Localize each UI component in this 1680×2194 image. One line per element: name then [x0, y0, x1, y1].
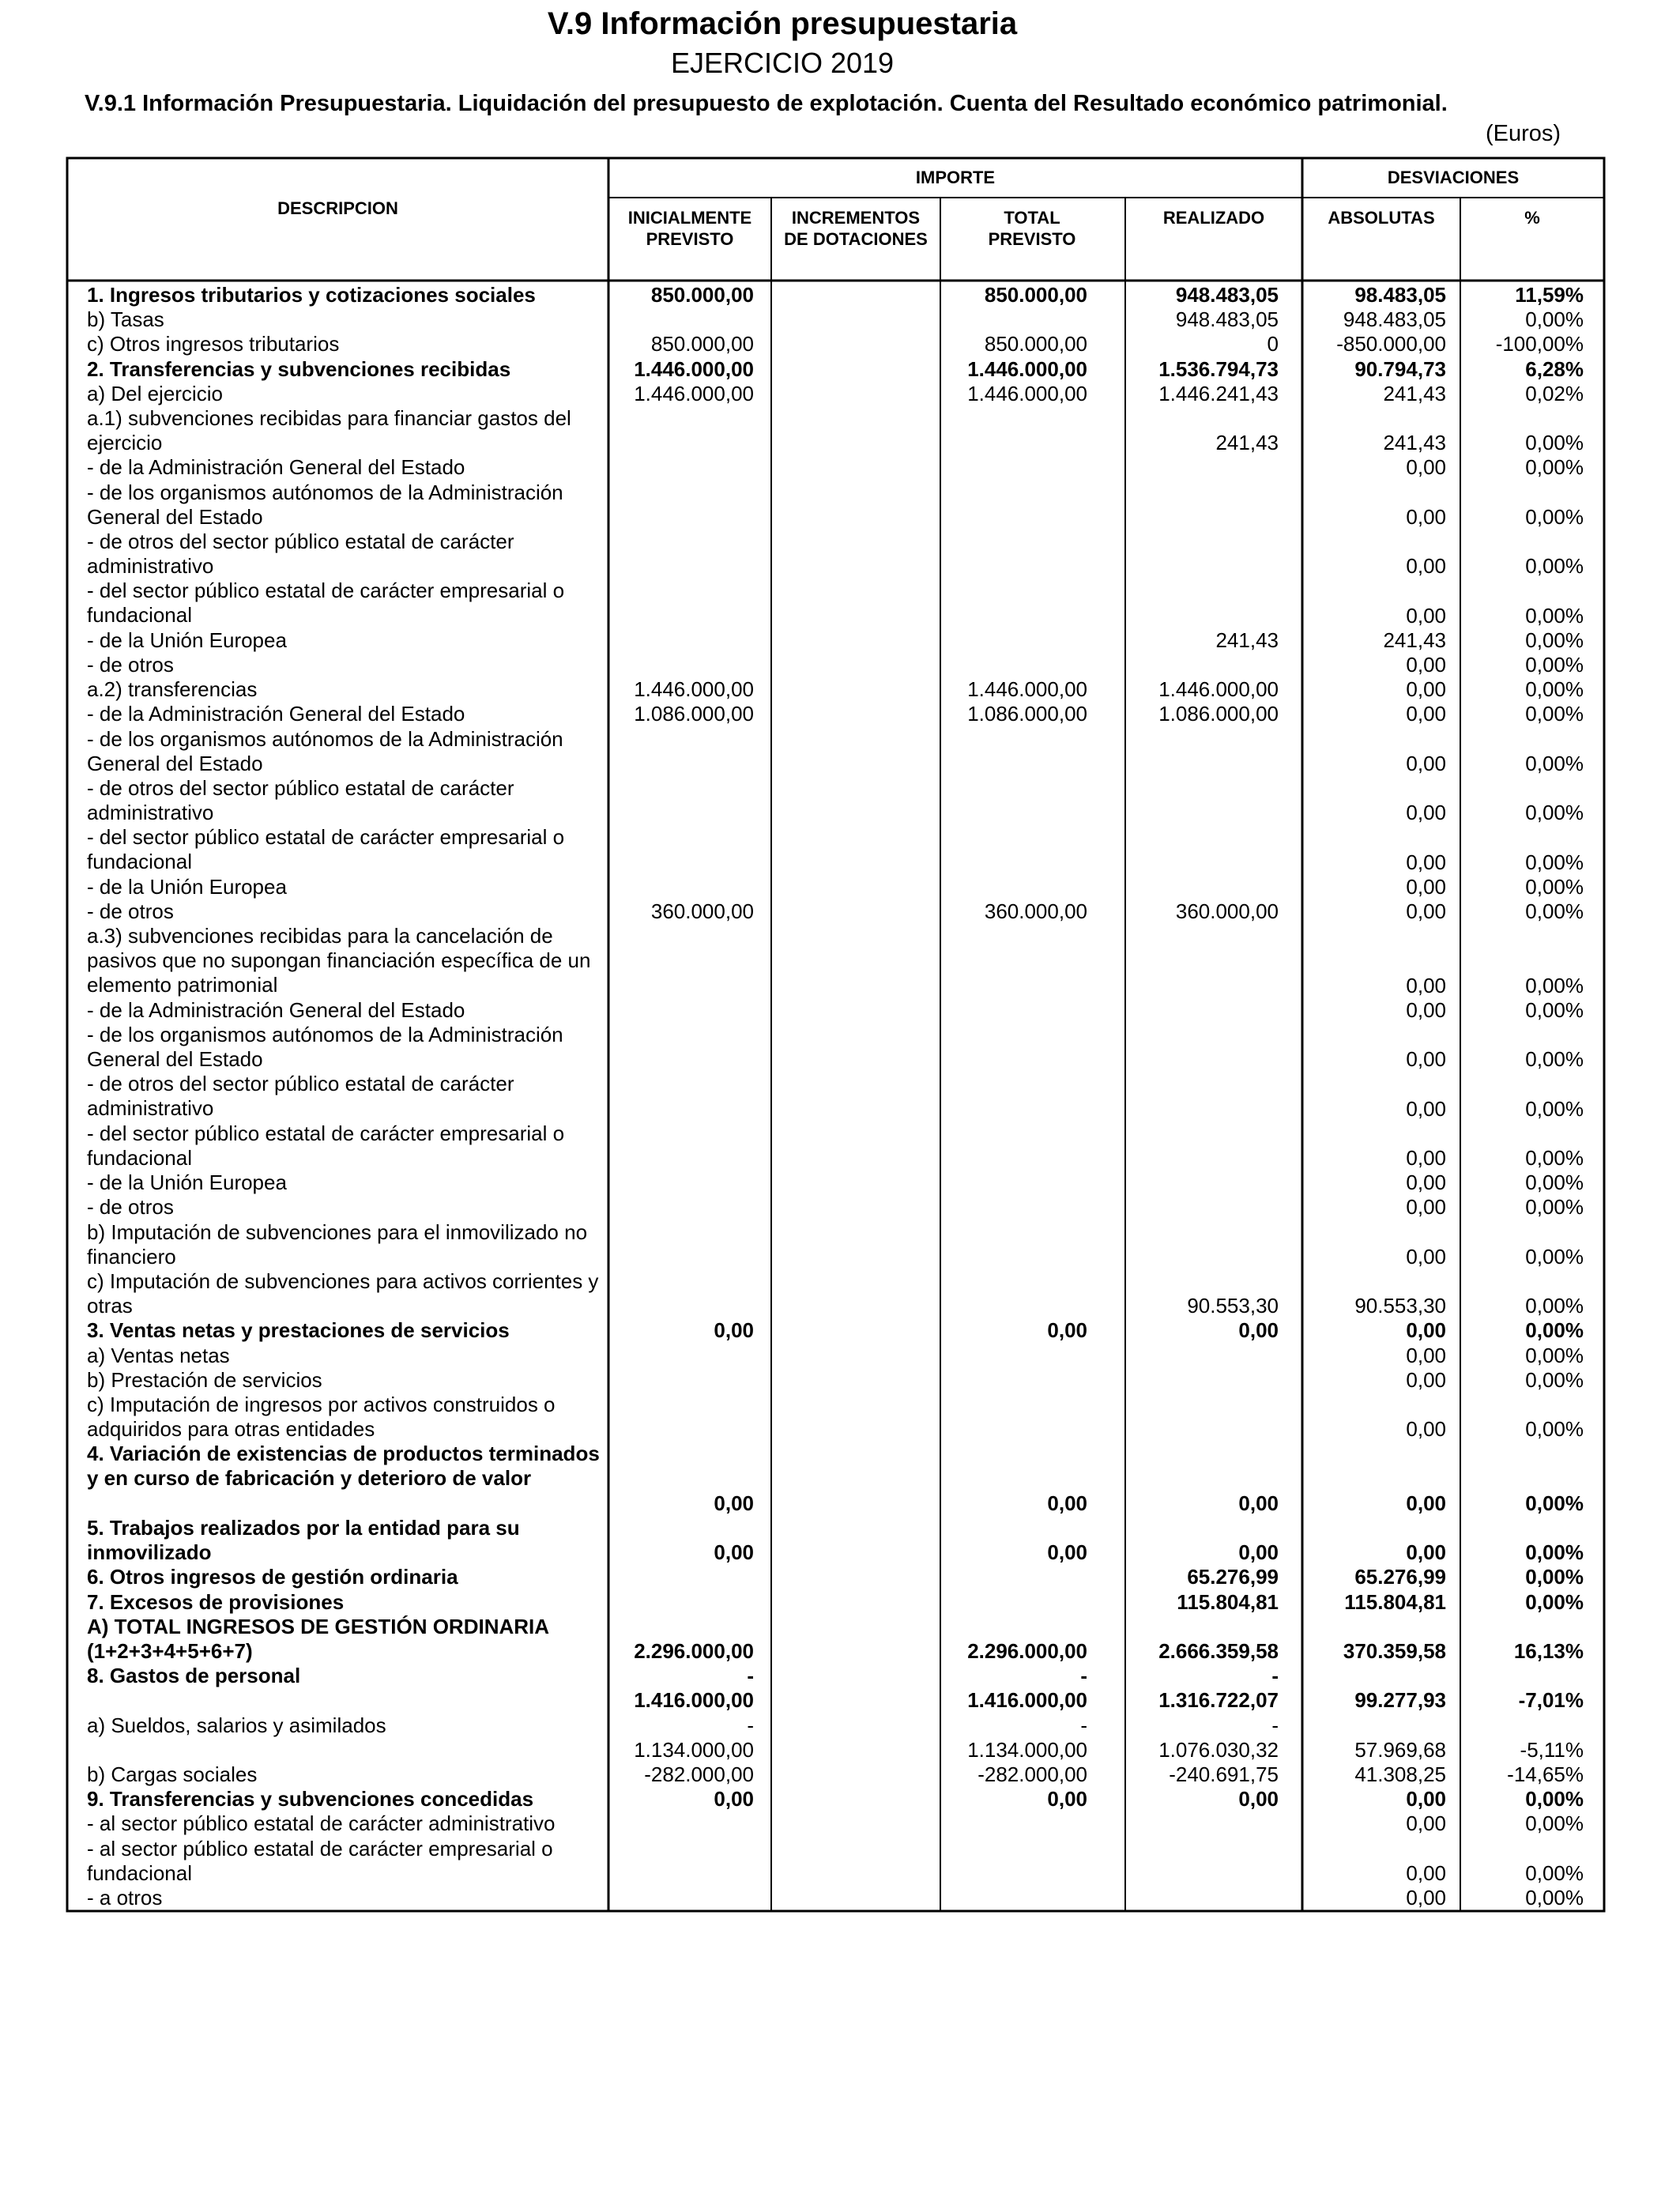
total-previsto-cell: - 1.134.000,00	[967, 1713, 1087, 1762]
desviacion-absoluta-cell: 0,00	[1406, 702, 1446, 726]
section-title: V.9.1 Información Presupuestaria. Liquidación del presupuesto de explotación. Cuenta del Resultado económico patrimonial.	[85, 91, 1448, 116]
desviacion-absoluta-cell: 90.553,30	[1354, 1294, 1446, 1318]
inicialmente-previsto-cell: 0,00	[714, 1540, 754, 1565]
units-label: (Euros)	[1486, 121, 1561, 146]
desviacion-absoluta-cell: 115.804,81	[1344, 1589, 1446, 1614]
desviacion-porcentaje-cell: 0,00%	[1525, 603, 1584, 628]
inicialmente-previsto-cell: 1.446.000,00	[634, 381, 754, 405]
total-previsto-cell: 0,00	[1047, 1491, 1087, 1515]
descripcion-cell: A) TOTAL INGRESOS DE GESTIÓN ORDINARIA (1+2+3+4+5+6+7)	[87, 1614, 549, 1663]
descripcion-cell: 2. Transferencias y subvenciones recibidas	[87, 356, 511, 381]
total-previsto-cell: 850.000,00	[984, 283, 1087, 307]
table-row	[0, 357, 1680, 382]
desviacion-porcentaje-cell: 0,00%	[1525, 455, 1584, 480]
desviacion-porcentaje-cell: 0,00%	[1525, 1343, 1584, 1367]
inicialmente-previsto-cell: 1.446.000,00	[634, 356, 754, 381]
descripcion-cell: - del sector público estatal de carácter empresarial o fundacional	[87, 1121, 565, 1170]
realizado-cell: 0,00	[1238, 1491, 1279, 1515]
table-row	[0, 825, 1680, 874]
descripcion-cell: a.3) subvenciones recibidas para la cancelación de pasivos que no supongan financiación específica de un elemento patrimonial	[87, 924, 591, 997]
desviacion-porcentaje-cell: 0,00%	[1525, 1860, 1584, 1885]
descripcion-cell: 9. Transferencias y subvenciones concedidas	[87, 1787, 534, 1811]
desviacion-absoluta-cell: 90.794,73	[1354, 356, 1446, 381]
desviacion-porcentaje-cell: 0,00%	[1525, 1318, 1584, 1343]
table-row	[0, 307, 1680, 332]
table-row	[0, 481, 1680, 530]
desviacion-porcentaje-cell: -7,01%	[1518, 1688, 1584, 1713]
descripcion-cell: 8. Gastos de personal	[87, 1664, 301, 1688]
table-row	[0, 1837, 1680, 1886]
desviacion-porcentaje-cell: 0,00%	[1525, 1811, 1584, 1836]
descripcion-cell: - de la Unión Europea	[87, 628, 287, 652]
desviacion-porcentaje-cell: 0,00%	[1525, 850, 1584, 874]
realizado-cell: 2.666.359,58	[1158, 1638, 1279, 1663]
descripcion-cell: - de otros	[87, 653, 174, 677]
total-previsto-cell: 1.446.000,00	[967, 381, 1087, 405]
desviacion-absoluta-cell: 0,00	[1406, 1886, 1446, 1909]
desviacion-porcentaje-cell: 16,13%	[1513, 1638, 1584, 1663]
realizado-cell: 0,00	[1238, 1540, 1279, 1565]
table-row	[0, 899, 1680, 924]
descripcion-cell: 6. Otros ingresos de gestión ordinaria	[87, 1565, 458, 1589]
desviacion-absoluta-cell: 0,00	[1406, 603, 1446, 628]
table-row	[0, 924, 1680, 998]
table-row	[0, 1318, 1680, 1343]
desviacion-porcentaje-cell: 0,00%	[1525, 1047, 1584, 1072]
descripcion-cell: - de la Administración General del Estado	[87, 455, 465, 480]
table-row	[0, 1171, 1680, 1195]
descripcion-cell: - de otros	[87, 1195, 174, 1220]
desviacion-porcentaje-cell: 0,00%	[1525, 1886, 1584, 1909]
total-previsto-cell: 0,00	[1047, 1787, 1087, 1811]
total-previsto-cell: 850.000,00	[984, 332, 1087, 356]
realizado-cell: 0	[1267, 332, 1279, 356]
desviacion-absoluta-cell: 0,00	[1406, 1811, 1446, 1836]
table-row	[0, 1195, 1680, 1220]
realizado-cell: - 1.076.030,32	[1158, 1713, 1279, 1762]
realizado-cell: 948.483,05	[1175, 307, 1279, 332]
desviacion-porcentaje-cell: 0,00%	[1525, 1195, 1584, 1220]
table-row	[0, 1023, 1680, 1072]
header-porcentaje: %	[1524, 208, 1540, 228]
table-row	[0, 382, 1680, 406]
desviacion-absoluta-cell: 98.483,05	[1354, 283, 1446, 307]
total-previsto-cell: -282.000,00	[977, 1762, 1087, 1786]
desviacion-absoluta-cell: 0,00	[1406, 1047, 1446, 1072]
inicialmente-previsto-cell: 0,00	[714, 1318, 754, 1343]
table-row	[0, 455, 1680, 480]
realizado-cell: 360.000,00	[1175, 899, 1279, 923]
table-row	[0, 677, 1680, 702]
header-importe: IMPORTE	[915, 168, 996, 187]
descripcion-cell: - de otros del sector público estatal de carácter administrativo	[87, 1072, 514, 1121]
table-row	[0, 1220, 1680, 1269]
total-previsto-cell: 1.086.000,00	[967, 702, 1087, 726]
desviacion-porcentaje-cell: 0,00%	[1525, 1367, 1584, 1392]
table-row	[0, 1442, 1680, 1516]
table-row	[0, 1122, 1680, 1171]
inicialmente-previsto-cell: 850.000,00	[650, 332, 754, 356]
header-inicialmente-previsto: INICIALMENTE PREVISTO	[627, 208, 752, 249]
table-row	[0, 1344, 1680, 1368]
desviacion-porcentaje-cell: 0,00%	[1525, 431, 1584, 455]
desviacion-absoluta-cell: 0,00	[1406, 874, 1446, 899]
desviacion-porcentaje-cell: 0,00%	[1525, 1565, 1584, 1589]
descripcion-cell: - de los organismos autónomos de la Administración General del Estado	[87, 480, 563, 529]
table-row	[0, 1713, 1680, 1762]
descripcion-cell: - a otros	[87, 1886, 163, 1909]
descripcion-cell: a.2) transferencias	[87, 677, 258, 702]
table-row	[0, 727, 1680, 776]
realizado-cell: - 1.316.722,07	[1158, 1664, 1279, 1713]
realizado-cell: 241,43	[1215, 628, 1279, 652]
desviacion-porcentaje-cell: 0,00%	[1525, 801, 1584, 825]
table-row	[0, 702, 1680, 726]
desviacion-absoluta-cell: 0,00	[1406, 1787, 1446, 1811]
table-row	[0, 1811, 1680, 1836]
realizado-cell: 65.276,99	[1187, 1565, 1279, 1589]
descripcion-cell: - de los organismos autónomos de la Administración General del Estado	[87, 1023, 563, 1071]
total-previsto-cell: 0,00	[1047, 1540, 1087, 1565]
descripcion-cell: 1. Ingresos tributarios y cotizaciones sociales	[87, 283, 536, 307]
desviacion-absoluta-cell: 241,43	[1383, 628, 1446, 652]
total-previsto-cell: 2.296.000,00	[967, 1638, 1087, 1663]
table-row	[0, 1664, 1680, 1713]
desviacion-porcentaje-cell: 0,00%	[1525, 653, 1584, 677]
table-row	[0, 875, 1680, 899]
desviacion-porcentaje-cell: 0,00%	[1525, 677, 1584, 702]
descripcion-cell: - de la Unión Europea	[87, 1171, 287, 1195]
table-row	[0, 1565, 1680, 1589]
descripcion-cell: 4. Variación de existencias de productos terminados y en curso de fabricación y deterioro de valor	[87, 1442, 600, 1491]
desviacion-absoluta-cell: 0,00	[1406, 801, 1446, 825]
desviacion-absoluta-cell: 0,00	[1406, 1860, 1446, 1885]
descripcion-cell: 3. Ventas netas y prestaciones de servicios	[87, 1318, 510, 1343]
table-row	[0, 283, 1680, 307]
realizado-cell: 1.086.000,00	[1158, 702, 1279, 726]
inicialmente-previsto-cell: 850.000,00	[650, 283, 754, 307]
desviacion-absoluta-cell: 0,00	[1406, 1096, 1446, 1121]
page-title: V.9 Información presupuestaria	[547, 6, 1018, 41]
desviacion-porcentaje-cell: 0,00%	[1525, 1491, 1584, 1515]
realizado-cell: 0,00	[1238, 1787, 1279, 1811]
descripcion-cell: - de otros del sector público estatal de carácter administrativo	[87, 776, 514, 824]
descripcion-cell: - de otros	[87, 899, 174, 923]
desviacion-absoluta-cell: 0,00	[1406, 677, 1446, 702]
total-previsto-cell: 1.446.000,00	[967, 677, 1087, 702]
inicialmente-previsto-cell: 0,00	[714, 1787, 754, 1811]
descripcion-cell: a) Ventas netas	[87, 1343, 230, 1367]
desviacion-absoluta-cell: 0,00	[1406, 1491, 1446, 1515]
table-row	[0, 1886, 1680, 1910]
inicialmente-previsto-cell: - 1.134.000,00	[634, 1713, 754, 1762]
desviacion-porcentaje-cell: -5,11%	[1520, 1737, 1584, 1762]
desviacion-absoluta-cell: 0,00	[1406, 554, 1446, 579]
desviacion-porcentaje-cell: 0,00%	[1525, 628, 1584, 652]
realizado-cell: 115.804,81	[1177, 1589, 1279, 1614]
desviacion-porcentaje-cell: 0,00%	[1525, 1145, 1584, 1170]
desviacion-porcentaje-cell: -14,65%	[1507, 1762, 1584, 1786]
realizado-cell: 948.483,05	[1175, 283, 1279, 307]
desviacion-absoluta-cell: 65.276,99	[1354, 1565, 1446, 1589]
desviacion-porcentaje-cell: 0,00%	[1525, 751, 1584, 775]
desviacion-porcentaje-cell: 0,00%	[1525, 899, 1584, 923]
desviacion-absoluta-cell: 0,00	[1406, 1171, 1446, 1195]
desviacion-porcentaje-cell: 0,00%	[1525, 997, 1584, 1022]
descripcion-cell: 7. Excesos de provisiones	[87, 1589, 345, 1614]
desviacion-absoluta-cell: 0,00	[1406, 455, 1446, 480]
inicialmente-previsto-cell: 1.446.000,00	[634, 677, 754, 702]
desviacion-absoluta-cell: 0,00	[1406, 504, 1446, 529]
realizado-cell: 0,00	[1238, 1318, 1279, 1343]
desviacion-absoluta-cell: -850.000,00	[1336, 332, 1446, 356]
table-row	[0, 776, 1680, 825]
table-row	[0, 998, 1680, 1023]
desviacion-absoluta-cell: 0,00	[1406, 1367, 1446, 1392]
desviacion-porcentaje-cell: 11,59%	[1515, 283, 1584, 307]
desviacion-absoluta-cell: 241,43	[1383, 431, 1446, 455]
desviacion-porcentaje-cell: 0,00%	[1525, 1540, 1584, 1565]
table-row	[0, 1269, 1680, 1318]
desviacion-absoluta-cell: 0,00	[1406, 1318, 1446, 1343]
desviacion-absoluta-cell: 0,00	[1406, 751, 1446, 775]
descripcion-cell: 5. Trabajos realizados por la entidad para su inmovilizado	[87, 1516, 520, 1564]
desviacion-absoluta-cell: 0,00	[1406, 1195, 1446, 1220]
descripcion-cell: - del sector público estatal de carácter empresarial o fundacional	[87, 579, 565, 628]
desviacion-porcentaje-cell: 0,00%	[1525, 1171, 1584, 1195]
table-row	[0, 332, 1680, 356]
table-row	[0, 1516, 1680, 1565]
desviacion-porcentaje-cell: 0,00%	[1525, 973, 1584, 997]
descripcion-cell: - de otros del sector público estatal de carácter administrativo	[87, 530, 514, 578]
total-previsto-cell: 360.000,00	[984, 899, 1087, 923]
descripcion-cell: b) Tasas	[87, 307, 164, 332]
descripcion-cell: - de la Unión Europea	[87, 874, 287, 899]
desviacion-absoluta-cell: 41.308,25	[1354, 1762, 1446, 1786]
header-descripcion: DESCRIPCION	[277, 198, 398, 218]
inicialmente-previsto-cell: 1.086.000,00	[634, 702, 754, 726]
desviacion-porcentaje-cell: 0,00%	[1525, 1294, 1584, 1318]
desviacion-absoluta-cell: 0,00	[1406, 899, 1446, 923]
descripcion-cell: - del sector público estatal de carácter empresarial o fundacional	[87, 825, 565, 874]
realizado-cell: -240.691,75	[1169, 1762, 1279, 1786]
desviacion-porcentaje-cell: 0,00%	[1525, 307, 1584, 332]
descripcion-cell: c) Imputación de subvenciones para activos corrientes y otras	[87, 1269, 599, 1318]
inicialmente-previsto-cell: 0,00	[714, 1491, 754, 1515]
table-row	[0, 1368, 1680, 1393]
desviacion-absoluta-cell: 0,00	[1406, 997, 1446, 1022]
descripcion-cell: b) Imputación de subvenciones para el inmovilizado no financiero	[87, 1220, 588, 1269]
desviacion-porcentaje-cell: 0,00%	[1525, 1787, 1584, 1811]
desviacion-absoluta-cell: 0,00	[1406, 1244, 1446, 1269]
descripcion-cell: a) Del ejercicio	[87, 381, 223, 405]
inicialmente-previsto-cell: 360.000,00	[650, 899, 754, 923]
desviacion-absoluta-cell: 0,00	[1406, 1145, 1446, 1170]
table-row	[0, 530, 1680, 579]
desviacion-porcentaje-cell: 6,28%	[1525, 356, 1584, 381]
desviacion-absoluta-cell: 0,00	[1406, 1343, 1446, 1367]
descripcion-cell: c) Imputación de ingresos por activos construidos o adquiridos para otras entidades	[87, 1393, 556, 1441]
header-total-previsto: TOTAL PREVISTO	[988, 208, 1076, 249]
descripcion-cell: c) Otros ingresos tributarios	[87, 332, 340, 356]
total-previsto-cell: - 1.416.000,00	[967, 1664, 1087, 1713]
realizado-cell: 1.446.000,00	[1158, 677, 1279, 702]
total-previsto-cell: 1.446.000,00	[967, 356, 1087, 381]
header-absolutas: ABSOLUTAS	[1328, 208, 1435, 228]
table-row	[0, 1615, 1680, 1664]
desviacion-porcentaje-cell: -100,00%	[1495, 332, 1584, 356]
desviacion-porcentaje-cell: 0,00%	[1525, 702, 1584, 726]
page-subtitle: EJERCICIO 2019	[670, 47, 895, 79]
realizado-cell: 1.536.794,73	[1158, 356, 1279, 381]
descripcion-cell: - al sector público estatal de carácter empresarial o fundacional	[87, 1836, 553, 1885]
desviacion-absoluta-cell: 99.277,93	[1354, 1688, 1446, 1713]
desviacion-absoluta-cell: 370.359,58	[1343, 1638, 1446, 1663]
desviacion-porcentaje-cell: 0,00%	[1525, 1244, 1584, 1269]
header-incrementos-dotaciones: INCREMENTOS DE DOTACIONES	[784, 208, 928, 249]
desviacion-porcentaje-cell: 0,00%	[1525, 1417, 1584, 1442]
desviacion-absoluta-cell: 57.969,68	[1354, 1737, 1446, 1762]
realizado-cell: 241,43	[1215, 431, 1279, 455]
desviacion-porcentaje-cell: 0,00%	[1525, 504, 1584, 529]
desviacion-porcentaje-cell: 0,00%	[1525, 554, 1584, 579]
table-row	[0, 1072, 1680, 1121]
header-realizado: REALIZADO	[1162, 208, 1265, 228]
inicialmente-previsto-cell: -282.000,00	[644, 1762, 754, 1786]
descripcion-cell: a.1) subvenciones recibidas para financiar gastos del ejercicio	[87, 406, 571, 454]
inicialmente-previsto-cell: 2.296.000,00	[634, 1638, 754, 1663]
descripcion-cell: - de la Administración General del Estado	[87, 702, 465, 726]
descripcion-cell: - de la Administración General del Estado	[87, 997, 465, 1022]
desviacion-absoluta-cell: 0,00	[1406, 1417, 1446, 1442]
desviacion-porcentaje-cell: 0,00%	[1525, 1096, 1584, 1121]
desviacion-absoluta-cell: 0,00	[1406, 850, 1446, 874]
desviacion-porcentaje-cell: 0,00%	[1525, 874, 1584, 899]
table-row	[0, 653, 1680, 677]
table-row	[0, 1393, 1680, 1442]
descripcion-cell: a) Sueldos, salarios y asimilados	[87, 1713, 386, 1737]
desviacion-porcentaje-cell: 0,02%	[1525, 381, 1584, 405]
realizado-cell: 90.553,30	[1187, 1294, 1279, 1318]
table-row	[0, 628, 1680, 653]
table-row	[0, 1787, 1680, 1811]
header-desviaciones: DESVIACIONES	[1387, 168, 1520, 187]
descripcion-cell: - de los organismos autónomos de la Administración General del Estado	[87, 726, 563, 775]
descripcion-cell: b) Prestación de servicios	[87, 1367, 322, 1392]
table-row	[0, 1590, 1680, 1615]
descripcion-cell: - al sector público estatal de carácter administrativo	[87, 1811, 556, 1836]
inicialmente-previsto-cell: - 1.416.000,00	[634, 1664, 754, 1713]
desviacion-absoluta-cell: 0,00	[1406, 653, 1446, 677]
table-row	[0, 579, 1680, 628]
desviacion-absoluta-cell: 241,43	[1383, 381, 1446, 405]
desviacion-absoluta-cell: 948.483,05	[1343, 307, 1446, 332]
table-row	[0, 406, 1680, 455]
realizado-cell: 1.446.241,43	[1158, 381, 1279, 405]
desviacion-porcentaje-cell: 0,00%	[1525, 1589, 1584, 1614]
desviacion-absoluta-cell: 0,00	[1406, 973, 1446, 997]
total-previsto-cell: 0,00	[1047, 1318, 1087, 1343]
desviacion-absoluta-cell: 0,00	[1406, 1540, 1446, 1565]
table-row	[0, 1762, 1680, 1787]
descripcion-cell: b) Cargas sociales	[87, 1762, 258, 1786]
